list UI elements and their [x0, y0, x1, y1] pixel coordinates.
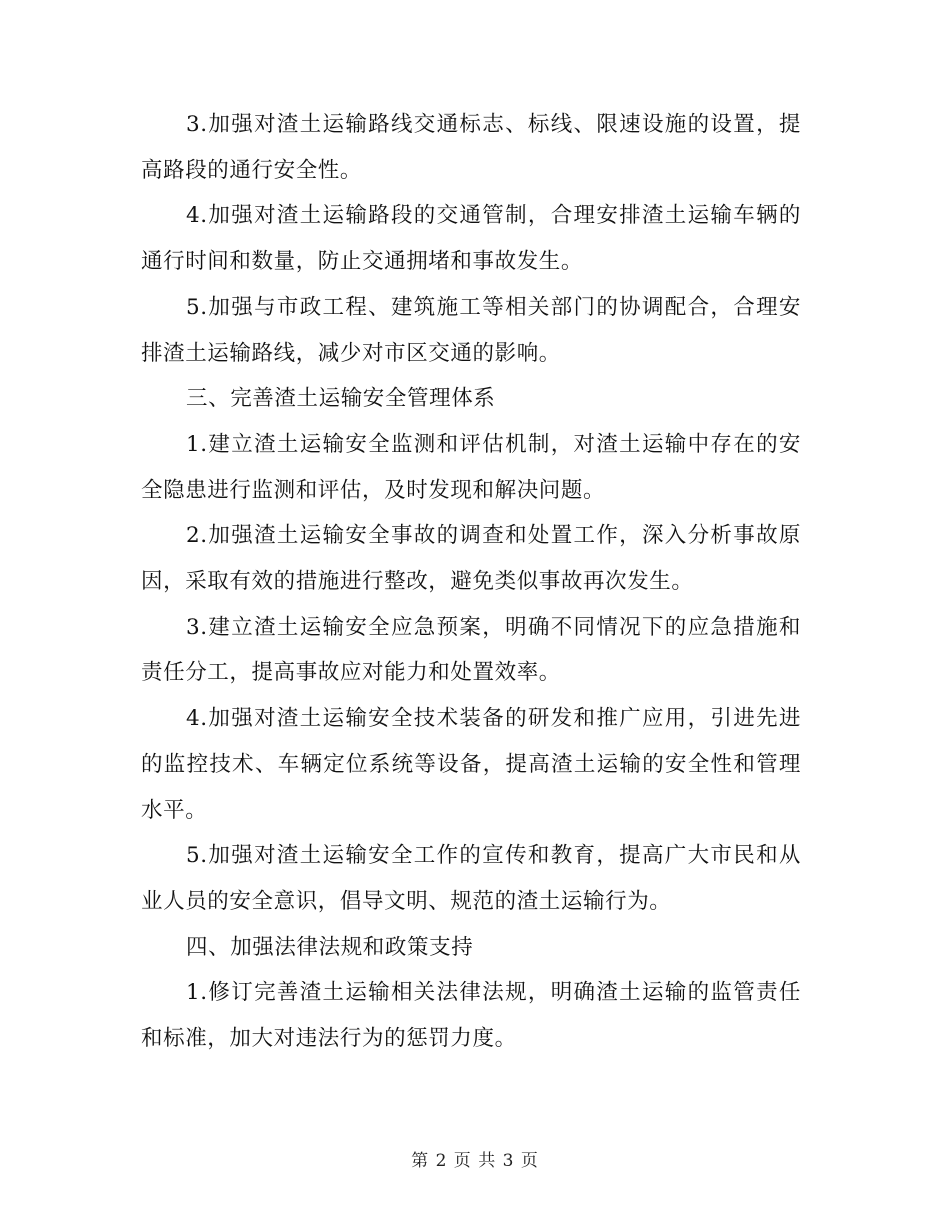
section-heading: 四、加强法律法规和政策支持: [186, 934, 474, 960]
list-item: 4.加强对渣土运输安全技术装备的研发和推广应用，引进先进的监控技术、车辆定位系统等设备，提高渣土运输的安全性和管理水平。: [141, 706, 801, 823]
list-item: 3.加强对渣土运输路线交通标志、标线、限速设施的设置，提高路段的通行安全性。: [141, 112, 801, 183]
list-item: 4.加强对渣土运输路段的交通管制，合理安排渣土运输车辆的通行时间和数量，防止交通拥堵和事故发生。: [141, 203, 801, 275]
list-item: 1.建立渣土运输安全监测和评估机制，对渣土运输中存在的安全隐患进行监测和评估，及时发现和解决问题。: [141, 431, 801, 503]
page-number-footer: 第 2 页 共 3 页: [411, 1151, 539, 1171]
document-body: [141, 102, 801, 1062]
section-heading: 三、完善渣土运输安全管理体系: [186, 386, 496, 412]
list-item: 3.建立渣土运输安全应急预案，明确不同情况下的应急措施和责任分工，提高事故应对能力和处置效率。: [141, 614, 801, 686]
list-item: 2.加强渣土运输安全事故的调查和处置工作，深入分析事故原因，采取有效的措施进行整改，避免类似事故再次发生。: [141, 523, 801, 595]
list-item: 5.加强与市政工程、建筑施工等相关部门的协调配合，合理安排渣土运输路线，减少对市区交通的影响。: [141, 294, 801, 366]
list-item: 5.加强对渣土运输安全工作的宣传和教育，提高广大市民和从业人员的安全意识，倡导文明、规范的渣土运输行为。: [141, 843, 801, 914]
list-item: 1.修订完善渣土运输相关法律法规，明确渣土运输的监管责任和标准，加大对违法行为的惩罚力度。: [141, 980, 801, 1052]
